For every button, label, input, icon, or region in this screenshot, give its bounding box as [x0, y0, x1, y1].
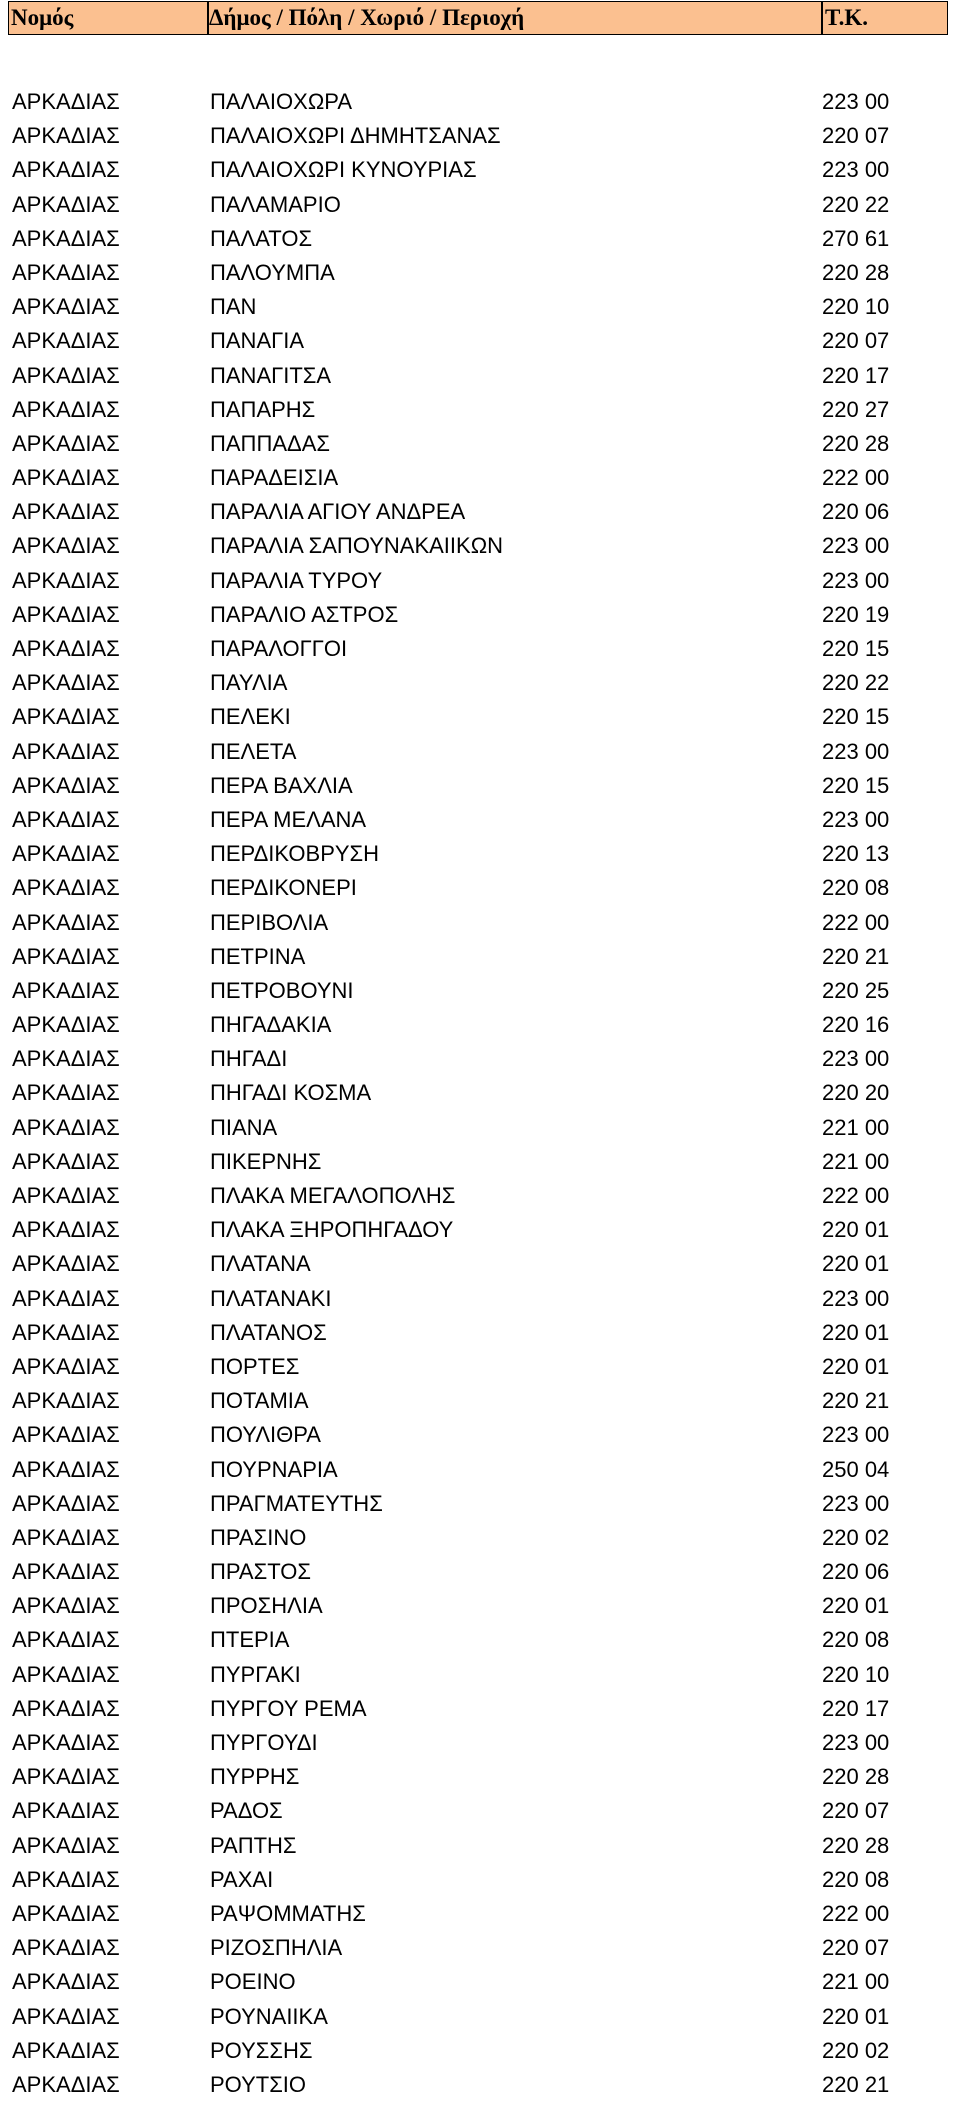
- table-row: [0, 1623, 960, 1657]
- cell-nomos: ΑΡΚΑΔΙΑΣ: [12, 1217, 120, 1243]
- cell-place: ΠΑΝ: [210, 294, 257, 320]
- cell-nomos: ΑΡΚΑΔΙΑΣ: [12, 977, 120, 1003]
- cell-place: ΠΗΓΑΔΙ: [210, 1046, 288, 1072]
- cell-nomos: ΑΡΚΑΔΙΑΣ: [12, 191, 120, 217]
- table-row: [0, 906, 960, 940]
- header-tk: Τ.Κ.: [825, 5, 869, 30]
- table-row: [0, 1453, 960, 1487]
- cell-place: ΠΑΡΑΛΙΑ ΑΓΙΟΥ ΑΝΔΡΕΑ: [210, 499, 466, 525]
- cell-postal-code: 220 15: [822, 772, 890, 798]
- cell-postal-code: 220 21: [822, 1388, 890, 1414]
- table-row: [0, 153, 960, 187]
- table-row: [0, 1213, 960, 1247]
- cell-postal-code: 220 25: [822, 977, 890, 1003]
- cell-place: ΠΑΡΑΛΙΑ ΣΑΠΟΥΝΑΚΑΙΙΚΩΝ: [210, 533, 504, 559]
- cell-nomos: ΑΡΚΑΔΙΑΣ: [12, 1080, 120, 1106]
- cell-postal-code: 223 00: [822, 157, 890, 183]
- cell-place: ΠΕΤΡΙΝΑ: [210, 943, 306, 969]
- cell-postal-code: 250 04: [822, 1456, 890, 1482]
- cell-postal-code: 223 00: [822, 806, 890, 832]
- table-row: [0, 1042, 960, 1076]
- cell-place: ΠΑΛΑΤΟΣ: [210, 225, 313, 251]
- cell-nomos: ΑΡΚΑΔΙΑΣ: [12, 806, 120, 832]
- cell-nomos: ΑΡΚΑΔΙΑΣ: [12, 430, 120, 456]
- table-row: [0, 188, 960, 222]
- cell-place: ΠΛΑΚΑ ΞΗΡΟΠΗΓΑΔΟΥ: [210, 1217, 454, 1243]
- cell-nomos: ΑΡΚΑΔΙΑΣ: [12, 157, 120, 183]
- cell-place: ΠΡΑΣΤΟΣ: [210, 1559, 311, 1585]
- cell-place: ΠΥΡΓΑΚΙ: [210, 1661, 301, 1687]
- cell-postal-code: 220 01: [822, 1353, 890, 1379]
- cell-nomos: ΑΡΚΑΔΙΑΣ: [12, 225, 120, 251]
- cell-postal-code: 220 16: [822, 1012, 890, 1038]
- cell-postal-code: 220 20: [822, 1080, 890, 1106]
- cell-nomos: ΑΡΚΑΔΙΑΣ: [12, 259, 120, 285]
- cell-postal-code: 220 02: [822, 1524, 890, 1550]
- header-place: Δήμος / Πόλη / Χωριό / Περιοχή: [209, 5, 525, 30]
- cell-nomos: ΑΡΚΑΔΙΑΣ: [12, 636, 120, 661]
- cell-nomos: ΑΡΚΑΔΙΑΣ: [12, 670, 120, 696]
- table-row: [0, 85, 960, 119]
- cell-nomos: ΑΡΚΑΔΙΑΣ: [12, 2003, 120, 2029]
- cell-postal-code: 220 27: [822, 396, 890, 422]
- table-row: [0, 1247, 960, 1281]
- table-row: [0, 803, 960, 837]
- cell-nomos: ΑΡΚΑΔΙΑΣ: [12, 499, 120, 525]
- cell-postal-code: 220 17: [822, 1695, 890, 1721]
- cell-nomos: ΑΡΚΑΔΙΑΣ: [12, 875, 120, 901]
- cell-nomos: ΑΡΚΑΔΙΑΣ: [12, 1012, 120, 1038]
- cell-postal-code: 222 00: [822, 465, 890, 491]
- cell-place: ΠΑΛΟΥΜΠΑ: [210, 259, 335, 285]
- table-row: [0, 1863, 960, 1897]
- cell-postal-code: 220 28: [822, 259, 890, 285]
- cell-place: ΠΕΛΕΤΑ: [210, 738, 297, 764]
- cell-place: ΠΕΡΔΙΚΟΒΡΥΣΗ: [210, 841, 380, 867]
- cell-postal-code: 220 06: [822, 499, 890, 525]
- table-row: [0, 1076, 960, 1110]
- cell-nomos: ΑΡΚΑΔΙΑΣ: [12, 1388, 120, 1414]
- table-row: [0, 324, 960, 358]
- cell-nomos: ΑΡΚΑΔΙΑΣ: [12, 1900, 120, 1926]
- header-nomos: Νομός: [11, 5, 74, 30]
- table-row: [0, 666, 960, 700]
- cell-nomos: ΑΡΚΑΔΙΑΣ: [12, 738, 120, 764]
- cell-postal-code: 223 00: [822, 1422, 890, 1448]
- cell-nomos: ΑΡΚΑΔΙΑΣ: [12, 1593, 120, 1619]
- cell-nomos: ΑΡΚΑΔΙΑΣ: [12, 1046, 120, 1072]
- cell-nomos: ΑΡΚΑΔΙΑΣ: [12, 909, 120, 935]
- table-row: [0, 393, 960, 427]
- table-row: [0, 290, 960, 324]
- cell-place: ΠΑΛΑΙΟΧΩΡΑ: [210, 89, 352, 114]
- table-row: [0, 119, 960, 153]
- cell-postal-code: 220 06: [822, 1559, 890, 1585]
- cell-postal-code: 220 22: [822, 670, 890, 696]
- table-row: [0, 1794, 960, 1828]
- cell-postal-code: 220 07: [822, 1798, 890, 1824]
- cell-place: ΠΟΥΡΝΑΡΙΑ: [210, 1456, 338, 1482]
- cell-place: ΡΑΨΟΜΜΑΤΗΣ: [210, 1900, 366, 1926]
- cell-nomos: ΑΡΚΑΔΙΑΣ: [12, 1559, 120, 1585]
- cell-nomos: ΑΡΚΑΔΙΑΣ: [12, 1319, 120, 1345]
- cell-place: ΠΕΡΑ ΒΑΧΛΙΑ: [210, 772, 353, 798]
- cell-nomos: ΑΡΚΑΔΙΑΣ: [12, 1183, 120, 1208]
- table-row: [0, 1350, 960, 1384]
- cell-place: ΠΑΛΑΙΟΧΩΡΙ ΚΥΝΟΥΡΙΑΣ: [210, 157, 477, 183]
- table-row: [0, 222, 960, 256]
- cell-place: ΠΗΓΑΔΙ ΚΟΣΜΑ: [210, 1080, 372, 1106]
- cell-postal-code: 221 00: [822, 1969, 890, 1995]
- cell-nomos: ΑΡΚΑΔΙΑΣ: [12, 533, 120, 559]
- cell-place: ΡΑΧΑΙ: [210, 1866, 274, 1892]
- table-row: [0, 1726, 960, 1760]
- cell-place: ΡΟΕΙΝΟ: [210, 1969, 296, 1995]
- cell-place: ΠΕΤΡΟΒΟΥΝΙ: [210, 977, 354, 1003]
- cell-nomos: ΑΡΚΑΔΙΑΣ: [12, 1148, 120, 1174]
- table-row: [0, 1384, 960, 1418]
- table-row: [0, 2000, 960, 2034]
- table-row: [0, 495, 960, 529]
- cell-postal-code: 220 19: [822, 601, 890, 627]
- cell-place: ΠΟΡΤΕΣ: [210, 1353, 300, 1379]
- cell-postal-code: 220 01: [822, 2003, 890, 2029]
- cell-place: ΡΙΖΟΣΠΗΛΙΑ: [210, 1935, 343, 1961]
- cell-place: ΠΑΥΛΙΑ: [210, 670, 288, 696]
- cell-place: ΠΑΛΑΜΑΡΙΟ: [210, 191, 341, 217]
- table-row: [0, 1145, 960, 1179]
- table-row: [0, 837, 960, 871]
- table-row: [0, 1521, 960, 1555]
- table-row: [0, 529, 960, 563]
- table-row: [0, 461, 960, 495]
- cell-postal-code: 220 21: [822, 2071, 890, 2097]
- cell-postal-code: 220 10: [822, 1661, 890, 1687]
- cell-postal-code: 220 08: [822, 1627, 890, 1653]
- cell-postal-code: 223 00: [822, 1285, 890, 1311]
- cell-postal-code: 220 15: [822, 636, 890, 661]
- cell-place: ΠΛΑΤΑΝΑΚΙ: [210, 1285, 332, 1311]
- cell-place: ΠΕΛΕΚΙ: [210, 704, 291, 730]
- header-divider: [821, 2, 823, 34]
- cell-nomos: ΑΡΚΑΔΙΑΣ: [12, 1866, 120, 1892]
- cell-place: ΠΛΑΤΑΝΑ: [210, 1251, 311, 1277]
- cell-nomos: ΑΡΚΑΔΙΑΣ: [12, 1832, 120, 1858]
- table-row: [0, 700, 960, 734]
- cell-nomos: ΑΡΚΑΔΙΑΣ: [12, 772, 120, 798]
- cell-postal-code: 220 01: [822, 1251, 890, 1277]
- cell-postal-code: 220 10: [822, 294, 890, 320]
- cell-nomos: ΑΡΚΑΔΙΑΣ: [12, 1353, 120, 1379]
- table-row: [0, 427, 960, 461]
- cell-nomos: ΑΡΚΑΔΙΑΣ: [12, 1114, 120, 1140]
- cell-place: ΠΑΛΑΙΟΧΩΡΙ ΔΗΜΗΤΣΑΝΑΣ: [210, 123, 501, 149]
- cell-nomos: ΑΡΚΑΔΙΑΣ: [12, 1764, 120, 1790]
- cell-place: ΠΡΑΣΙΝΟ: [210, 1524, 307, 1550]
- cell-nomos: ΑΡΚΑΔΙΑΣ: [12, 841, 120, 867]
- cell-postal-code: 220 01: [822, 1217, 890, 1243]
- cell-nomos: ΑΡΚΑΔΙΑΣ: [12, 465, 120, 491]
- cell-place: ΠΥΡΓΟΥΔΙ: [210, 1730, 318, 1755]
- table-row: [0, 359, 960, 393]
- cell-postal-code: 222 00: [822, 1183, 890, 1208]
- cell-postal-code: 221 00: [822, 1114, 890, 1140]
- table-row: [0, 1008, 960, 1042]
- table-row: [0, 1418, 960, 1452]
- cell-place: ΠΑΡΑΛΟΓΓΟΙ: [210, 636, 348, 661]
- cell-postal-code: 220 28: [822, 1764, 890, 1790]
- table-row: [0, 871, 960, 905]
- cell-place: ΠΕΡΑ ΜΕΛΑΝΑ: [210, 806, 367, 832]
- cell-nomos: ΑΡΚΑΔΙΑΣ: [12, 123, 120, 149]
- table-row: [0, 2068, 960, 2102]
- cell-nomos: ΑΡΚΑΔΙΑΣ: [12, 1661, 120, 1687]
- table-row: [0, 598, 960, 632]
- table-row: [0, 974, 960, 1008]
- cell-nomos: ΑΡΚΑΔΙΑΣ: [12, 1285, 120, 1311]
- cell-nomos: ΑΡΚΑΔΙΑΣ: [12, 1935, 120, 1961]
- cell-place: ΠΛΑΚΑ ΜΕΓΑΛΟΠΟΛΗΣ: [210, 1183, 456, 1208]
- cell-postal-code: 223 00: [822, 1490, 890, 1516]
- cell-postal-code: 270 61: [822, 225, 890, 251]
- cell-place: ΡΑΠΤΗΣ: [210, 1832, 297, 1858]
- cell-postal-code: 222 00: [822, 1900, 890, 1926]
- cell-place: ΡΟΥΝΑΙΙΚΑ: [210, 2003, 328, 2029]
- cell-nomos: ΑΡΚΑΔΙΑΣ: [12, 2037, 120, 2063]
- cell-place: ΠΑΝΑΓΙΤΣΑ: [210, 362, 332, 388]
- table-header: [8, 1, 948, 35]
- cell-nomos: ΑΡΚΑΔΙΑΣ: [12, 89, 120, 114]
- cell-postal-code: 223 00: [822, 738, 890, 764]
- cell-place: ΠΑΡΑΛΙΟ ΑΣΤΡΟΣ: [210, 601, 399, 627]
- cell-place: ΠΑΠΑΡΗΣ: [210, 396, 316, 422]
- cell-postal-code: 223 00: [822, 533, 890, 559]
- cell-postal-code: 220 13: [822, 841, 890, 867]
- cell-place: ΠΟΥΛΙΘΡΑ: [210, 1422, 321, 1448]
- table-row: [0, 1692, 960, 1726]
- cell-postal-code: 223 00: [822, 1046, 890, 1072]
- cell-place: ΠΑΝΑΓΙΑ: [210, 328, 305, 354]
- cell-postal-code: 220 01: [822, 1593, 890, 1619]
- cell-postal-code: 220 08: [822, 875, 890, 901]
- cell-nomos: ΑΡΚΑΔΙΑΣ: [12, 1251, 120, 1277]
- cell-place: ΡΟΥΤΣΙΟ: [210, 2071, 307, 2097]
- cell-nomos: ΑΡΚΑΔΙΑΣ: [12, 294, 120, 320]
- table-row: [0, 769, 960, 803]
- cell-place: ΠΤΕΡΙΑ: [210, 1627, 290, 1653]
- cell-postal-code: 222 00: [822, 909, 890, 935]
- cell-place: ΡΑΔΟΣ: [210, 1798, 283, 1824]
- cell-nomos: ΑΡΚΑΔΙΑΣ: [12, 1695, 120, 1721]
- table-row: [0, 1316, 960, 1350]
- cell-postal-code: 221 00: [822, 1148, 890, 1174]
- table-row: [0, 1179, 960, 1213]
- cell-place: ΠΥΡΡΗΣ: [210, 1764, 300, 1790]
- cell-postal-code: 223 00: [822, 89, 890, 114]
- cell-nomos: ΑΡΚΑΔΙΑΣ: [12, 601, 120, 627]
- cell-place: ΠΛΑΤΑΝΟΣ: [210, 1319, 327, 1345]
- table-row: [0, 1111, 960, 1145]
- cell-place: ΠΑΡΑΛΙΑ ΤΥΡΟΥ: [210, 567, 383, 593]
- table-row: [0, 1829, 960, 1863]
- cell-postal-code: 220 07: [822, 123, 890, 149]
- cell-postal-code: 223 00: [822, 1730, 890, 1755]
- table-row: [0, 256, 960, 290]
- cell-nomos: ΑΡΚΑΔΙΑΣ: [12, 704, 120, 730]
- cell-postal-code: 220 01: [822, 1319, 890, 1345]
- cell-place: ΠΡΟΣΗΛΙΑ: [210, 1593, 323, 1619]
- cell-postal-code: 220 07: [822, 328, 890, 354]
- cell-place: ΠΑΠΠΑΔΑΣ: [210, 430, 330, 456]
- cell-place: ΠΙΚΕΡΝΗΣ: [210, 1148, 322, 1174]
- cell-postal-code: 220 02: [822, 2037, 890, 2063]
- table-row: [0, 1965, 960, 1999]
- cell-nomos: ΑΡΚΑΔΙΑΣ: [12, 1730, 120, 1755]
- cell-nomos: ΑΡΚΑΔΙΑΣ: [12, 1627, 120, 1653]
- table-row: [0, 1282, 960, 1316]
- table-row: [0, 1589, 960, 1623]
- cell-postal-code: 220 08: [822, 1866, 890, 1892]
- cell-postal-code: 220 22: [822, 191, 890, 217]
- cell-place: ΠΗΓΑΔΑΚΙΑ: [210, 1012, 332, 1038]
- cell-nomos: ΑΡΚΑΔΙΑΣ: [12, 396, 120, 422]
- cell-place: ΡΟΥΣΣΗΣ: [210, 2037, 313, 2063]
- cell-place: ΠΑΡΑΔΕΙΣΙΑ: [210, 465, 339, 491]
- table-row: [0, 940, 960, 974]
- cell-postal-code: 223 00: [822, 567, 890, 593]
- cell-postal-code: 220 21: [822, 943, 890, 969]
- table-row: [0, 632, 960, 666]
- cell-nomos: ΑΡΚΑΔΙΑΣ: [12, 362, 120, 388]
- cell-nomos: ΑΡΚΑΔΙΑΣ: [12, 1969, 120, 1995]
- cell-place: ΠΥΡΓΟΥ ΡΕΜΑ: [210, 1695, 367, 1721]
- cell-postal-code: 220 17: [822, 362, 890, 388]
- cell-nomos: ΑΡΚΑΔΙΑΣ: [12, 567, 120, 593]
- table-row: [0, 1658, 960, 1692]
- cell-postal-code: 220 28: [822, 430, 890, 456]
- cell-place: ΠΕΡΙΒΟΛΙΑ: [210, 909, 329, 935]
- table-row: [0, 564, 960, 598]
- cell-nomos: ΑΡΚΑΔΙΑΣ: [12, 1490, 120, 1516]
- table-row: [0, 1487, 960, 1521]
- cell-place: ΠΕΡΔΙΚΟΝΕΡΙ: [210, 875, 357, 901]
- cell-nomos: ΑΡΚΑΔΙΑΣ: [12, 1456, 120, 1482]
- cell-nomos: ΑΡΚΑΔΙΑΣ: [12, 1524, 120, 1550]
- table-row: [0, 1760, 960, 1794]
- table-row: [0, 1555, 960, 1589]
- cell-postal-code: 220 15: [822, 704, 890, 730]
- cell-nomos: ΑΡΚΑΔΙΑΣ: [12, 1422, 120, 1448]
- cell-place: ΠΙΑΝΑ: [210, 1114, 278, 1140]
- table-row: [0, 2034, 960, 2068]
- cell-place: ΠΟΤΑΜΙΑ: [210, 1388, 309, 1414]
- cell-postal-code: 220 28: [822, 1832, 890, 1858]
- cell-place: ΠΡΑΓΜΑΤΕΥΤΗΣ: [210, 1490, 383, 1516]
- table-row: [0, 735, 960, 769]
- cell-nomos: ΑΡΚΑΔΙΑΣ: [12, 328, 120, 354]
- postal-code-table: [0, 85, 960, 2102]
- cell-nomos: ΑΡΚΑΔΙΑΣ: [12, 2071, 120, 2097]
- cell-nomos: ΑΡΚΑΔΙΑΣ: [12, 1798, 120, 1824]
- table-row: [0, 1897, 960, 1931]
- table-row: [0, 1931, 960, 1965]
- cell-nomos: ΑΡΚΑΔΙΑΣ: [12, 943, 120, 969]
- cell-postal-code: 220 07: [822, 1935, 890, 1961]
